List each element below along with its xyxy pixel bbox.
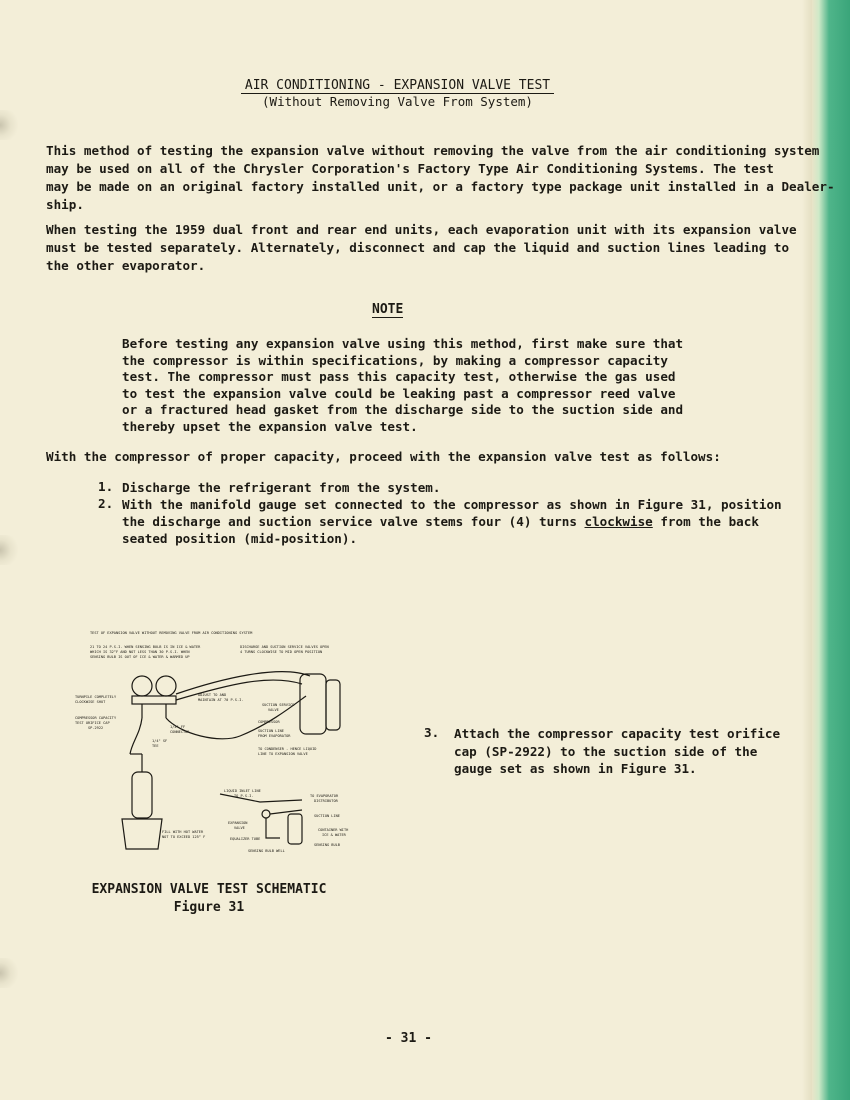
svg-text:VALVE: VALVE — [268, 708, 279, 712]
svg-text:TEE: TEE — [152, 744, 159, 748]
compressor — [300, 674, 326, 734]
figure-header: TEST OF EXPANSION VALVE WITHOUT REMOVING VALVE FROM AIR CONDITIONING SYSTEM — [90, 631, 253, 635]
svg-text:NOT TO EXCEED 125° F: NOT TO EXCEED 125° F — [162, 835, 206, 839]
svg-text:TO P.S.I.: TO P.S.I. — [234, 794, 254, 798]
svg-text:SENSING BULB IS OUT OF ICE & W: SENSING BULB IS OUT OF ICE & WATER & WARMED UP — [90, 655, 190, 659]
svg-text:SENSING BULB WELL: SENSING BULB WELL — [248, 849, 285, 853]
svg-text:SUCTION LINE: SUCTION LINE — [258, 729, 284, 733]
svg-text:DISCHARGE AND SUCTION SERVICE: DISCHARGE AND SUCTION SERVICE VALVES OPEN — [240, 645, 329, 649]
svg-text:SUCTION SERVICE: SUCTION SERVICE — [262, 703, 295, 707]
svg-text:1/4" SF: 1/4" SF — [152, 739, 168, 743]
svg-text:SUCTION LINE: SUCTION LINE — [314, 814, 340, 818]
step-2-text: With the manifold gauge set connected to the compressor as shown in Figure 31, position the discharge and suction service valve stems four (4) turns clockwise from the back seated position (mid-position). — [122, 497, 782, 546]
manifold-body — [132, 696, 176, 704]
svg-text:CONTAINER WITH: CONTAINER WITH — [318, 828, 349, 832]
expansion-valve-schematic — [70, 624, 370, 860]
intro-paragraph-2: When testing the 1959 dual front and rear end units, each evaporation unit with its expansion valve must be tested separately. Alternately, disconnect and cap the liquid and suction lines leading to the other evaporator. — [46, 222, 797, 273]
svg-text:SP-2922: SP-2922 — [88, 726, 104, 730]
step-3-text: Attach the compressor capacity test orifice cap (SP-2922) to the suction side of the gauge set as shown in Figure 31. — [454, 726, 781, 776]
svg-text:TO CONDENSER - HENCE LIQUID: TO CONDENSER - HENCE LIQUID — [258, 747, 317, 751]
svg-text:4 TURNS CLOCKWISE TO MID OPEN: 4 TURNS CLOCKWISE TO MID OPEN POSITION — [240, 650, 323, 654]
svg-text:VALVE: VALVE — [234, 826, 245, 830]
intro-paragraph-1: This method of testing the expansion valve without removing the valve from the air conditioning system may be used on all of the Chrysler Corporation's Factory Type Air Conditioning Systems. The test may be made on an original factory installed unit, or a factory type package unit installed in a Dealer- ship. — [46, 143, 835, 212]
water-container — [122, 819, 162, 849]
step-1-text: Discharge the refrigerant from the system. — [122, 480, 441, 495]
svg-text:FROM EVAPORATOR: FROM EVAPORATOR — [258, 734, 291, 738]
page-title: AIR CONDITIONING - EXPANSION VALVE TEST — [0, 78, 795, 93]
svg-text:TEST ORIFICE CAP: TEST ORIFICE CAP — [75, 721, 110, 725]
note-body: Before testing any expansion valve using this method, first make sure that the compressor is within specifications, by making a compressor capacity test. The compressor must pass this capacity test, otherwise the gas used to test the expansion valve could be leaking past a compressor reed valve or a fractured head gasket from the discharge side to the suction side and thereby upset the expansion valve test. — [122, 336, 684, 434]
svg-text:LINE TO EXPANSION VALVE: LINE TO EXPANSION VALVE — [258, 752, 308, 756]
figure-number: Figure 31 — [173, 900, 245, 915]
svg-text:EQUALIZER TUBE: EQUALIZER TUBE — [230, 837, 261, 841]
step-number: 2. — [98, 496, 114, 511]
svg-text:ICE & WATER: ICE & WATER — [322, 833, 346, 837]
svg-text:WHICH IS 32°F AND NOT LESS THA: WHICH IS 32°F AND NOT LESS THAN 30 P.S.I. WHEN — [90, 650, 190, 654]
svg-text:EXPANSION: EXPANSION — [228, 821, 248, 825]
svg-text:MAINTAIN AT 70 P.S.I.: MAINTAIN AT 70 P.S.I. — [198, 698, 244, 702]
svg-text:CONNECTOR: CONNECTOR — [170, 730, 190, 734]
svg-text:FILL WITH HOT WATER: FILL WITH HOT WATER — [162, 830, 204, 834]
svg-text:COMPRESSOR CAPACITY: COMPRESSOR CAPACITY — [75, 716, 117, 720]
page-number: - 31 - — [385, 1031, 432, 1046]
svg-text:TURNPILE COMPLETELY: TURNPILE COMPLETELY — [75, 695, 117, 699]
svg-text:21 TO 24 P.S.I. WHEN SENSING B: 21 TO 24 P.S.I. WHEN SENSING BULB IS IN ICE & WATER — [90, 645, 201, 649]
svg-text:LIQUID INLET LINE: LIQUID INLET LINE — [224, 789, 261, 793]
sensing-bulb-tube — [132, 772, 152, 818]
figure-caption: EXPANSION VALVE TEST SCHEMATIC — [91, 882, 327, 897]
svg-text:TO EVAPORATOR: TO EVAPORATOR — [310, 794, 339, 798]
step-number: 3. — [424, 725, 440, 740]
svg-text:CLOCKWISE SHUT: CLOCKWISE SHUT — [75, 700, 106, 704]
expansion-valve — [262, 810, 270, 818]
underlined-clockwise: clockwise — [584, 514, 653, 529]
binder-hole — [0, 110, 22, 140]
binder-hole — [0, 958, 22, 988]
note-heading: NOTE — [372, 302, 404, 317]
low-side-gauge — [132, 676, 152, 696]
svg-text:1/4" FF: 1/4" FF — [170, 725, 186, 729]
svg-text:DISTRIBUTOR: DISTRIBUTOR — [314, 799, 338, 803]
ice-water-container — [288, 814, 302, 844]
binder-hole — [0, 535, 22, 565]
page-subtitle: (Without Removing Valve From System) — [262, 94, 533, 109]
step-number: 1. — [98, 479, 114, 494]
svg-text:ADJUST TO AND: ADJUST TO AND — [198, 693, 227, 697]
svg-text:SENSING BULB: SENSING BULB — [314, 843, 340, 847]
high-side-gauge — [156, 676, 176, 696]
lead-in-text: With the compressor of proper capacity, proceed with the expansion valve test as follows: — [46, 449, 721, 464]
svg-text:COMPRESSOR: COMPRESSOR — [258, 720, 280, 724]
